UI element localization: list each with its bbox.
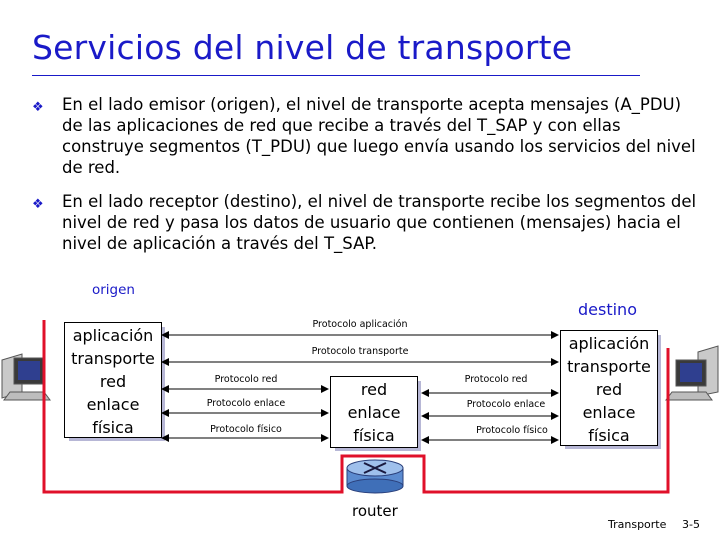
- footer-section: Transporte: [608, 518, 667, 531]
- transport-protocol-label: Protocolo transporte: [311, 346, 409, 357]
- source-layer-transport: transporte: [71, 349, 155, 368]
- dest-layer-physical: física: [588, 426, 630, 445]
- router-layer-network: red: [360, 380, 388, 399]
- slide-title: Servicios del nivel de transporte: [32, 28, 573, 67]
- bullet-diamond-icon: ❖: [32, 100, 44, 115]
- bullet-text-1: En el lado emisor (origen), el nivel de transporte acepta mensajes (A_PDU) de las aplicaciones de red que recibe a través del T_SAP y con ellas construye segmentos (T_PDU) que luego envía usando los servicios del nivel de red.: [62, 95, 696, 177]
- footer-page-number: 3-5: [682, 518, 700, 531]
- dest-layer-link: enlace: [582, 403, 636, 422]
- dest-layer-network: red: [595, 380, 623, 399]
- dest-layer-application: aplicación: [568, 334, 650, 353]
- source-layer-network: red: [99, 372, 127, 391]
- phys-protocol-label-left: Protocolo físico: [210, 424, 282, 435]
- router-label: router: [352, 502, 398, 520]
- router-layer-physical: física: [353, 426, 395, 445]
- router-icon: [347, 460, 403, 493]
- phys-protocol-label-right: Protocolo físico: [476, 425, 548, 436]
- bullet-text-2: En el lado receptor (destino), el nivel de transporte recibe los segmentos del nivel de red y pasa los datos de usuario que contienen (mensajes) hacia el nivel de aplicación a través del T_SAP.: [62, 192, 697, 253]
- dest-host-computer-icon: [666, 346, 718, 400]
- dest-layer-transport: transporte: [567, 357, 651, 376]
- bullet-diamond-icon: ❖: [32, 197, 44, 212]
- source-layer-link: enlace: [86, 395, 140, 414]
- source-layer-application: aplicación: [72, 326, 154, 345]
- router-layer-link: enlace: [347, 403, 401, 422]
- destination-label: destino: [578, 300, 637, 319]
- net-protocol-label-right: Protocolo red: [464, 374, 528, 385]
- net-protocol-label-left: Protocolo red: [214, 374, 278, 385]
- app-protocol-label: Protocolo aplicación: [312, 319, 408, 330]
- source-layer-physical: física: [92, 418, 134, 437]
- origin-label: origen: [92, 282, 135, 298]
- link-protocol-label-right: Protocolo enlace: [466, 399, 546, 410]
- link-protocol-label-left: Protocolo enlace: [206, 398, 286, 409]
